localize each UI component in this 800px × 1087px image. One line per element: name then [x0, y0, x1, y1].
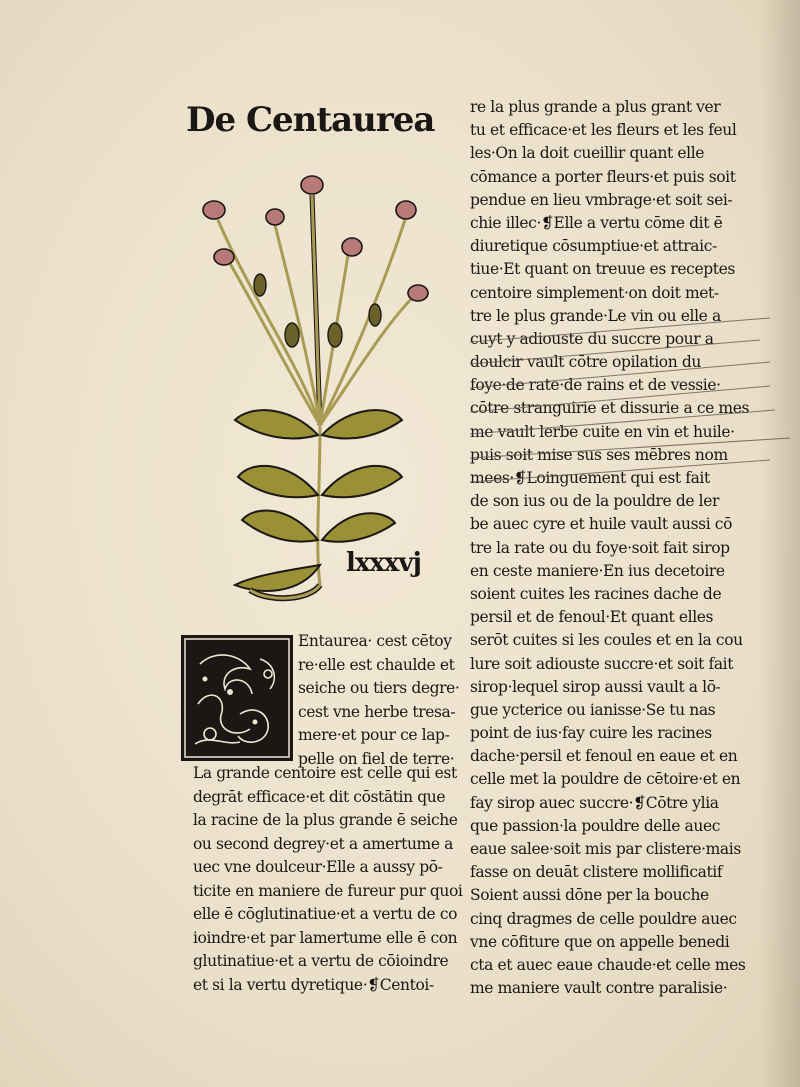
handwritten-underlines	[470, 300, 800, 490]
text-line: eaue salee·soit mis par clistere·mais	[470, 840, 741, 858]
text-line: elle ē cōglutinatiue·et a vertu de co	[193, 905, 458, 923]
chapter-title: De Centaurea	[186, 100, 435, 140]
text-line: re·elle est chaulde et	[298, 655, 455, 674]
centaury-plant-woodcut	[180, 165, 460, 605]
text-line: serōt cuites si les coules et en la cou	[470, 631, 743, 650]
text-line: cuyt y adiouste du succre pour a	[470, 329, 714, 348]
text-line: foye·de rate·de rains et de vessie·	[470, 376, 721, 395]
text-line: cōtre stranguirie et dissurie a ce mes	[470, 399, 750, 418]
text-line: dache·persil et fenoul en eaue et en	[470, 747, 738, 766]
text-line: tu et efficace·et les fleurs et les feul	[470, 121, 737, 140]
text-line: centoire simplement·on doit met-	[470, 283, 719, 302]
text-line: pelle on fiel de terre·	[298, 749, 455, 768]
text-line: diuretique cōsumptiue·et attraic-	[470, 237, 717, 256]
text-line: ioindre·et par lamertume elle ē con	[193, 928, 458, 947]
text-line: puis soit mise sus ses mēbres nom	[470, 445, 728, 464]
text-line: me vault lerbe cuite en vin et huile·	[470, 422, 735, 441]
text-line: point de ius·fay cuire les racines	[470, 724, 712, 743]
text-line: ou second degrey·et a amertume a	[193, 834, 453, 853]
text-line: me maniere vault contre paralisie·	[470, 979, 728, 998]
text-line: la racine de la plus grande ē seiche	[193, 811, 458, 829]
text-line: sirop·lequel sirop aussi vault a lō-	[470, 677, 721, 696]
text-line: fasse on deuāt clistere mollificatif	[470, 863, 723, 882]
right-column-text	[470, 96, 770, 1000]
text-line: gue ycterice ou ianisse·Se tu nas	[470, 700, 716, 719]
text-line: celle met la pouldre de cētoire·et en	[470, 770, 741, 789]
left-column-text	[193, 762, 468, 997]
text-line: en ceste maniere·En ius decetoire	[470, 561, 725, 580]
decorated-initial-c	[180, 634, 294, 762]
intro-text-beside-initial	[298, 630, 468, 771]
text-line: pendue en lieu vmbrage·et soit sei-	[470, 190, 733, 209]
text-line: lure soit adiouste succre·et soit fait	[470, 654, 734, 673]
text-line: chie illec·❡Elle a vertu cōme dit ē	[470, 213, 723, 232]
text-line: glutinatiue·et a vertu de cōioindre	[193, 952, 449, 970]
text-line: les·On la doit cueillir quant elle	[470, 144, 705, 163]
text-line: seiche ou tiers degre·	[298, 679, 460, 697]
text-line: cest vne herbe tresa-	[298, 702, 456, 721]
text-line: be auec cyre et huile vault aussi cō	[470, 515, 733, 534]
text-line: tre la rate ou du foye·soit fait sirop	[470, 538, 730, 557]
text-line: doulcir vault cōtre opilation du	[470, 353, 701, 372]
text-line: tre le plus grande·Le vin ou elle a	[470, 306, 721, 325]
text-line: Entaurea· cest cētoy	[298, 632, 452, 650]
text-line: La grande centoire est celle qui est	[193, 764, 457, 782]
text-line: persil et de fenoul·Et quant elles	[470, 608, 714, 627]
text-line: cōmance a porter fleurs·et puis soit	[470, 167, 736, 186]
text-line: mere·et pour ce lap-	[298, 726, 450, 744]
text-line: que passion·la pouldre delle auec	[470, 816, 721, 835]
text-line: re la plus grande a plus grant ver	[470, 98, 721, 116]
text-line: de son ius ou de la pouldre de ler	[470, 492, 720, 511]
text-line: ticite en maniere de fureur pur quoi	[193, 881, 463, 900]
text-line: cta et auec eaue chaude·et celle mes	[470, 955, 746, 974]
text-line: Soient aussi dōne per la bouche	[470, 886, 709, 905]
text-line: vne cōfiture que on appelle benedi	[470, 932, 730, 951]
text-line: fay sirop auec succre·❡Cōtre ylia	[470, 793, 719, 812]
text-line: soient cuites les racines dache de	[470, 584, 722, 603]
woodcut-numeral-label: lxxxvj	[346, 548, 421, 578]
text-line: mees·❡Loinguement qui est fait	[470, 469, 710, 487]
text-line: uec vne doulceur·Elle a aussy pō-	[193, 858, 443, 876]
text-line: et si la vertu dyretique·❡Centoi-	[193, 975, 434, 994]
text-line: tiue·Et quant on treuue es receptes	[470, 260, 735, 279]
text-line: cinq dragmes de celle pouldre auec	[470, 909, 737, 928]
text-line: degrāt efficace·et dit cōstātin que	[193, 787, 446, 806]
